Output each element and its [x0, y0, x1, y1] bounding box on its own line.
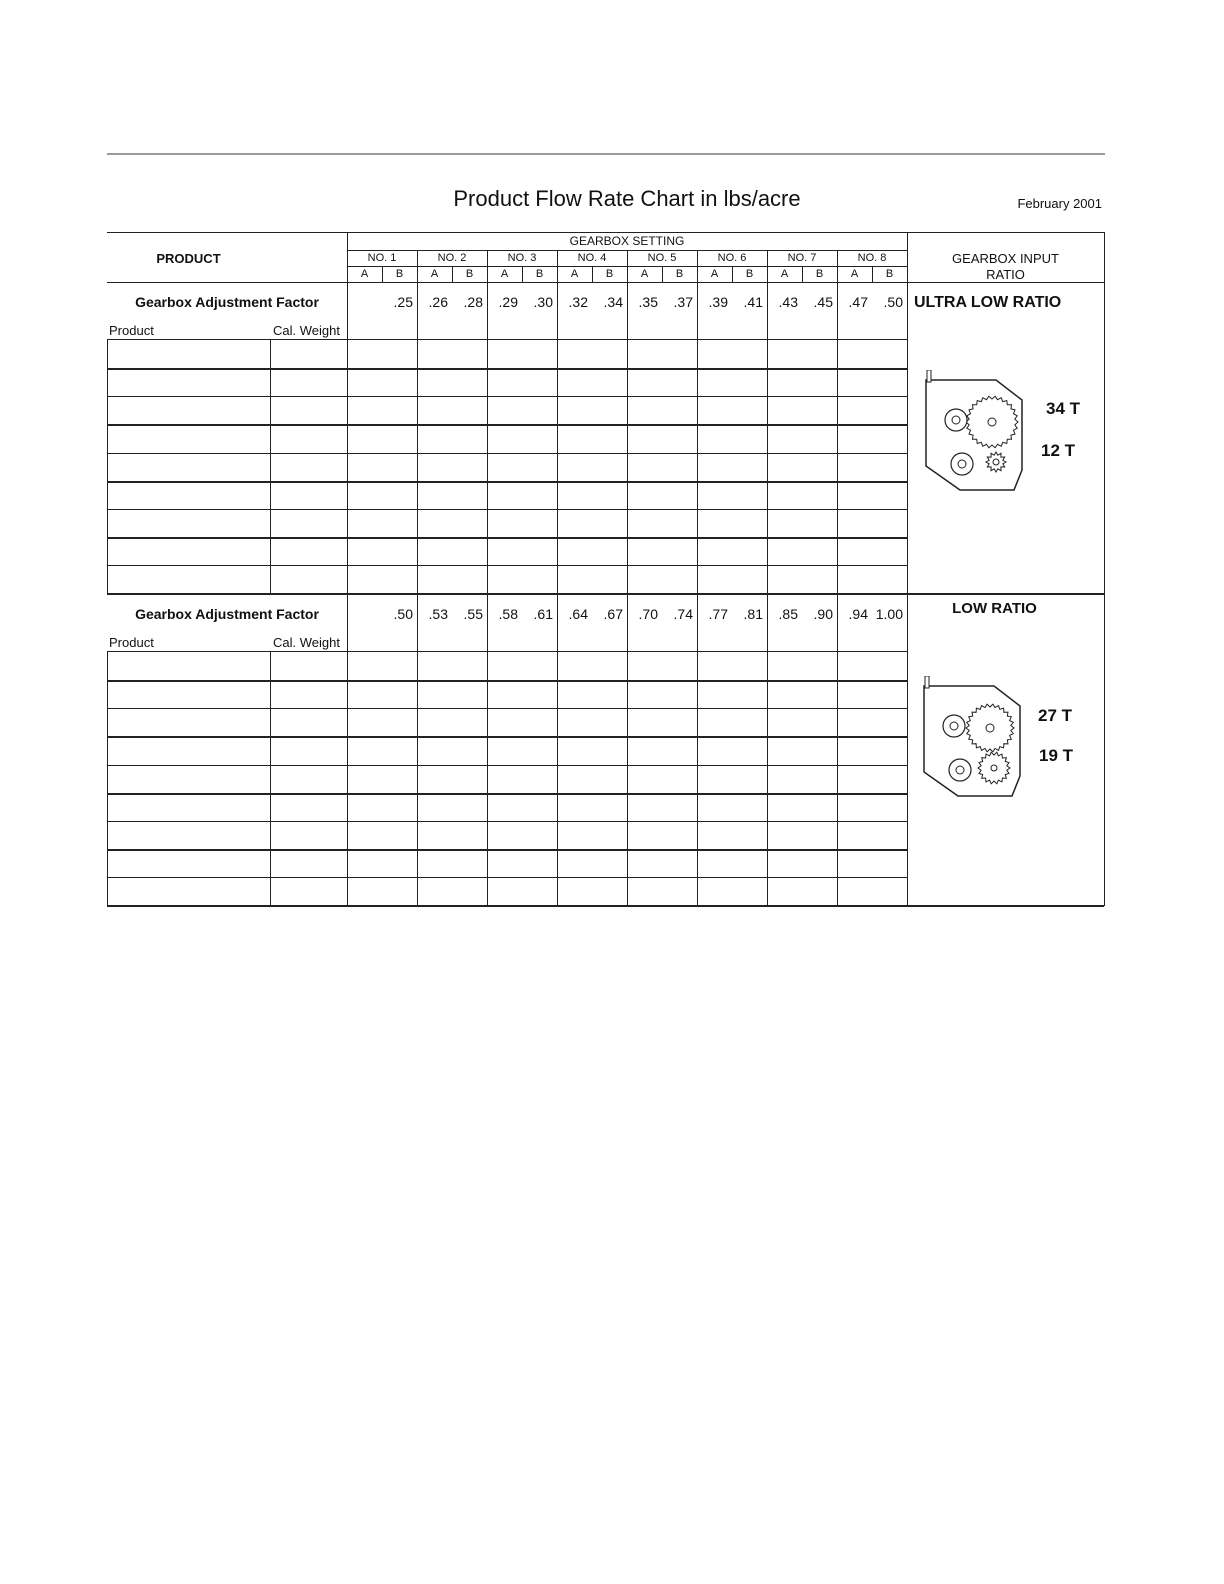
factor-value: .64: [568, 606, 588, 622]
setting-column-line: [417, 623, 418, 905]
setting-column-line: [837, 311, 838, 593]
factor-value: 1.00: [875, 606, 903, 622]
factor-column-line: [697, 283, 698, 311]
factor-value: .50: [393, 606, 413, 622]
sub-a-8: A: [850, 268, 859, 280]
cal-weight-column-label: Cal. Weight: [273, 323, 340, 338]
factor-value: .35: [638, 294, 658, 310]
data-row-line: [107, 396, 907, 397]
factor-column-line: [837, 595, 838, 623]
data-row-line: [107, 339, 907, 340]
data-row-line: [107, 849, 907, 851]
sub-b-6: B: [745, 268, 754, 280]
gearbox-left-border: [347, 232, 348, 906]
factor-value: .34: [603, 294, 623, 310]
ratio-name: ULTRA LOW RATIO: [914, 294, 1062, 311]
data-row-line: [107, 509, 907, 510]
factor-value: .29: [498, 294, 518, 310]
factor-value: .47: [848, 294, 868, 310]
factor-value: .28: [463, 294, 483, 310]
factor-value: .55: [463, 606, 483, 622]
setting-no-6: NO. 6: [717, 252, 747, 264]
setting-column-line: [627, 623, 628, 905]
product-left-border: [107, 339, 108, 593]
data-row-line: [107, 680, 907, 682]
sub-b-7: B: [815, 268, 824, 280]
factor-column-line: [697, 595, 698, 623]
factor-value: .81: [743, 606, 763, 622]
data-row-line: [107, 565, 907, 566]
product-left-border: [107, 651, 108, 905]
factor-value: .61: [533, 606, 553, 622]
sub-b-2: B: [465, 268, 474, 280]
setting-no-7: NO. 7: [787, 252, 817, 264]
factor-value: .39: [708, 294, 728, 310]
sub-a-7: A: [780, 268, 789, 280]
table-right-border: [1104, 232, 1105, 906]
factor-column-line: [487, 283, 488, 311]
input-ratio-header: GEARBOX INPUT: [952, 251, 1059, 266]
section-bottom-border: [107, 593, 1104, 595]
factor-value: .45: [813, 294, 833, 310]
header-bottom-border: [107, 282, 1104, 283]
factor-column-line: [417, 595, 418, 623]
data-row-line: [107, 736, 907, 738]
data-row-line: [107, 368, 907, 370]
ratio-column-border: [907, 232, 908, 906]
lower-gear-teeth: 12 T: [1041, 441, 1076, 460]
setting-no-2: NO. 2: [437, 252, 467, 264]
data-row-line: [107, 821, 907, 822]
factor-column-line: [627, 283, 628, 311]
factor-value: .43: [778, 294, 798, 310]
factor-value: .26: [428, 294, 448, 310]
factor-value: .67: [603, 606, 623, 622]
factor-column-line: [627, 595, 628, 623]
setting-column-line: [487, 311, 488, 593]
adjustment-factor-label: Gearbox Adjustment Factor: [135, 606, 319, 622]
setting-column-line: [627, 311, 628, 593]
sub-b-8: B: [885, 268, 894, 280]
setting-no-5: NO. 5: [647, 252, 677, 264]
data-row-line: [107, 651, 907, 652]
product-header: PRODUCT: [156, 251, 221, 266]
product-weight-separator: [270, 651, 271, 905]
setting-no-4: NO. 4: [577, 252, 607, 264]
sub-b-5: B: [675, 268, 684, 280]
cal-weight-column-label: Cal. Weight: [273, 635, 340, 650]
lower-gear-teeth: 19 T: [1039, 746, 1074, 765]
setting-column-line: [557, 311, 558, 593]
factor-column-line: [487, 595, 488, 623]
sub-b-3: B: [535, 268, 544, 280]
setting-no-1: NO. 1: [367, 252, 397, 264]
setting-column-line: [837, 623, 838, 905]
factor-value: .30: [533, 294, 553, 310]
chart-date: February 2001: [1017, 196, 1102, 211]
sub-b-4: B: [605, 268, 614, 280]
table-top-border: [107, 232, 1104, 233]
setting-column-line: [697, 311, 698, 593]
factor-value: .41: [743, 294, 763, 310]
setting-column-line: [767, 623, 768, 905]
page-title: Product Flow Rate Chart in lbs/acre: [453, 186, 801, 211]
setting-no-8: NO. 8: [857, 252, 887, 264]
factor-value: .70: [638, 606, 658, 622]
sub-a-6: A: [710, 268, 719, 280]
data-row-line: [107, 537, 907, 539]
factor-value: .74: [673, 606, 693, 622]
top-rule: [107, 153, 1105, 155]
factor-column-line: [767, 283, 768, 311]
factor-value: .25: [393, 294, 413, 310]
data-row-line: [107, 877, 907, 878]
adjustment-factor-label: Gearbox Adjustment Factor: [135, 294, 319, 310]
factor-value: .94: [848, 606, 868, 622]
factor-value: .90: [813, 606, 833, 622]
data-row-line: [107, 765, 907, 766]
sub-a-3: A: [500, 268, 509, 280]
factor-value: .37: [673, 294, 693, 310]
upper-gear-teeth: 27 T: [1038, 706, 1073, 725]
low-ratio-gearbox-icon: [916, 676, 1026, 806]
setting-column-line: [417, 311, 418, 593]
factor-value: .85: [778, 606, 798, 622]
gearbox-setting-header: GEARBOX SETTING: [569, 234, 685, 248]
sub-a-5: A: [640, 268, 649, 280]
factor-value: .77: [708, 606, 728, 622]
data-row-line: [107, 481, 907, 483]
setting-no-3: NO. 3: [507, 252, 537, 264]
setting-column-line: [487, 623, 488, 905]
product-column-label: Product: [109, 323, 154, 338]
factor-column-line: [767, 595, 768, 623]
setting-column-line: [767, 311, 768, 593]
factor-value: .58: [498, 606, 518, 622]
factor-value: .53: [428, 606, 448, 622]
factor-column-line: [417, 283, 418, 311]
factor-value: .32: [568, 294, 588, 310]
sub-a-2: A: [430, 268, 439, 280]
factor-column-line: [557, 283, 558, 311]
sub-a-1: A: [360, 268, 369, 280]
data-row-line: [107, 793, 907, 795]
product-weight-separator: [270, 339, 271, 593]
data-row-line: [107, 708, 907, 709]
factor-value: .50: [883, 294, 903, 310]
ratio-name: LOW RATIO: [952, 600, 1037, 617]
factor-column-line: [837, 283, 838, 311]
section-bottom-border: [107, 905, 1104, 907]
setting-column-line: [697, 623, 698, 905]
data-row-line: [107, 424, 907, 426]
input-ratio-header-line2: RATIO: [986, 267, 1025, 282]
sub-a-4: A: [570, 268, 579, 280]
upper-gear-teeth: 34 T: [1046, 399, 1081, 418]
data-row-line: [107, 453, 907, 454]
sub-b-1: B: [395, 268, 404, 280]
factor-column-line: [557, 595, 558, 623]
product-column-label: Product: [109, 635, 154, 650]
setting-column-line: [557, 623, 558, 905]
ultra-low-ratio-gearbox-icon: [918, 370, 1028, 500]
